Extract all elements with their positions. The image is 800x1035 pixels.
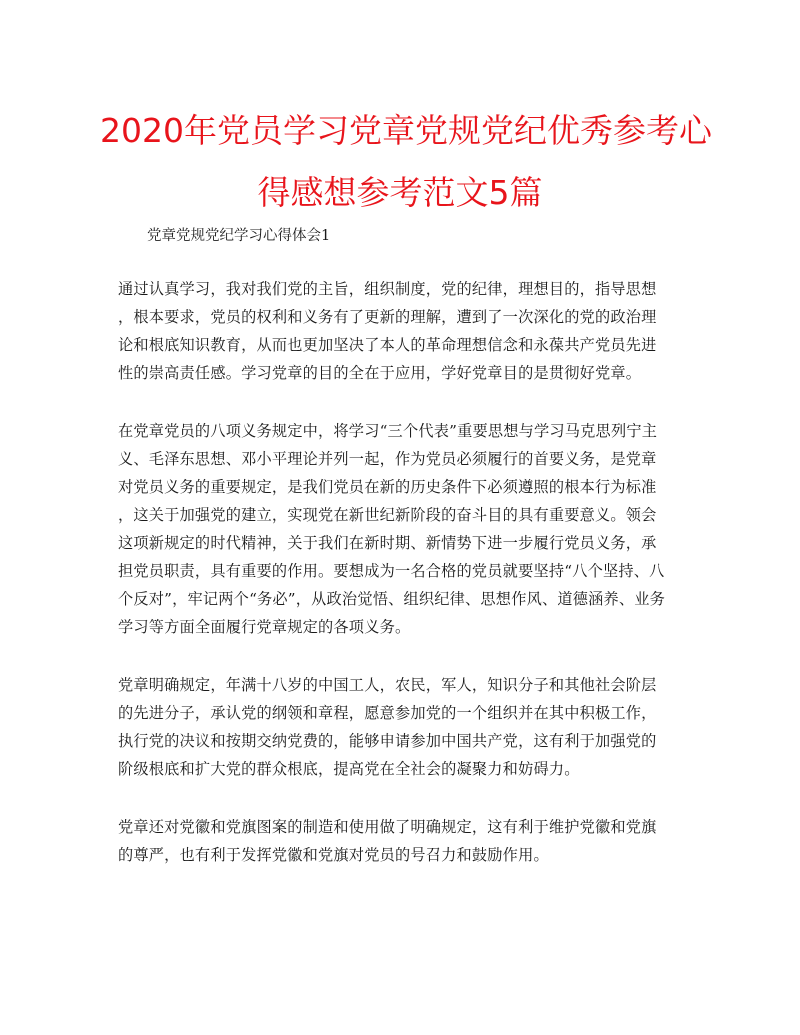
title-line-2: 得感想参考范文5篇 [257,173,543,212]
paragraph-line: 义、毛泽东思想、邓小平理论并列一起，作为党员必须履行的首要义务，是党章 [118,450,657,468]
paragraph-line: 的先进分子，承认党的纲领和章程，愿意参加党的一个组织并在其中积极工作， [118,704,657,722]
paragraph-line: 党章明确规定，年满十八岁的中国工人，农民，军人，知识分子和其他社会阶层 [118,676,657,694]
paragraph-line: 阶级根底和扩大党的群众根底，提高党在全社会的凝聚力和妨碍力。 [118,760,580,778]
paragraph-line: 论和根底知识教育，从而也更加坚决了本人的革命理想信念和永葆共产党员先进 [118,336,657,354]
document-body [118,275,684,899]
paragraph-line: 个反对”，牢记两个“务必”，从政治觉悟、组织纪律、思想作风、道德涵养、业务 [118,590,666,608]
paragraph-line: 党章还对党徽和党旗图案的制造和使用做了明确规定，这有利于维护党徽和党旗 [118,818,657,836]
section-heading: 党章党规党纪学习心得体会1 [147,228,331,244]
paragraph-1 [118,275,684,387]
paragraph-line: 这项新规定的时代精神，关于我们在新时期、新情势下进一步履行党员义务，承 [118,534,657,552]
paragraph-line: 的尊严，也有利于发挥党徽和党旗对党员的号召力和鼓励作用。 [118,846,549,864]
paragraph-line: ，这关于加强党的建立，实现党在新世纪新阶段的奋斗目的具有重要意义。领会 [118,506,657,524]
paragraph-line: 学习等方面全面履行党章规定的各项义务。 [118,618,411,636]
paragraph-4 [118,813,684,869]
paragraph-line: 对党员义务的重要规定，是我们党员在新的历史条件下必须遵照的根本行为标准 [118,478,657,496]
paragraph-line: 通过认真学习，我对我们党的主旨，组织制度，党的纪律，理想目的，指导思想 [118,280,657,298]
paragraph-line: 执行党的决议和按期交纳党费的，能够申请参加中国共产党，这有利于加强党的 [118,732,657,750]
paragraph-3 [118,671,684,783]
paragraph-2 [118,417,684,641]
paragraph-line: 在党章党员的八项义务规定中，将学习“三个代表”重要思想与学习马克思列宁主 [118,422,658,440]
paragraph-line: 性的崇高责任感。学习党章的目的全在于应用，学好党章目的是贯彻好党章。 [118,364,642,382]
paragraph-line: 担党员职责，具有重要的作用。要想成为一名合格的党员就要坚持“八个坚持、八 [118,562,665,580]
document-title [100,100,712,224]
title-line-1: 2020年党员学习党章党规党纪优秀参考心 [100,111,712,150]
paragraph-line: ，根本要求，党员的权利和义务有了更新的理解，遭到了一次深化的党的政治理 [118,308,657,326]
